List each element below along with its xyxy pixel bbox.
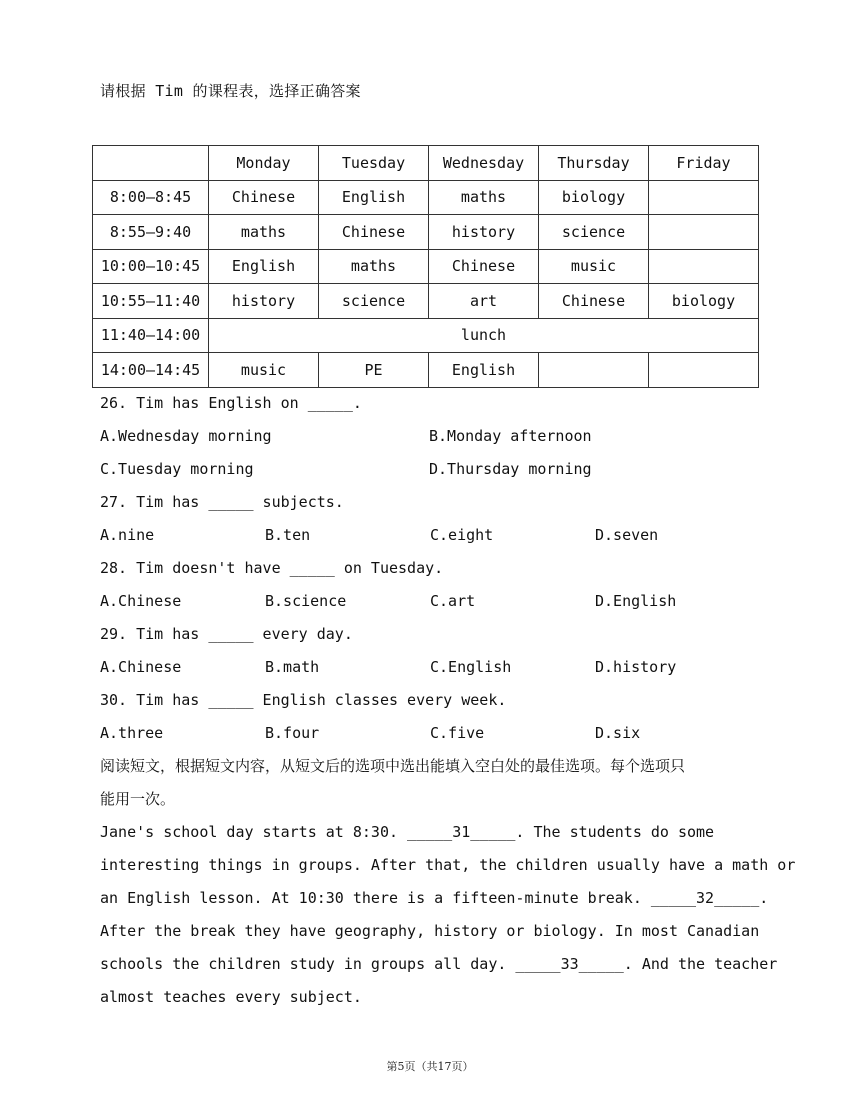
subject-cell: maths	[429, 180, 539, 215]
option: D.English	[595, 592, 677, 610]
header-cell: Tuesday	[319, 146, 429, 181]
subject-cell: science	[539, 215, 649, 250]
option: A.three	[100, 724, 164, 742]
passage-line: interesting things in groups. After that, the children usually have a math or	[100, 856, 796, 874]
option: B.science	[265, 592, 347, 610]
timetable-lunch-row	[93, 318, 759, 353]
questions-section	[100, 387, 796, 1014]
subject-cell: English	[209, 249, 319, 284]
passage-line: an English lesson. At 10:30 there is a fifteen-minute break. _____32_____.	[100, 889, 769, 907]
passage-line: schools the children study in groups all day. _____33_____. And the teacher	[100, 955, 778, 973]
header-cell: Wednesday	[429, 146, 539, 181]
option: C.art	[430, 592, 476, 610]
timetable-header-row	[93, 146, 759, 181]
timetable-row	[93, 180, 759, 215]
subject-cell: music	[209, 353, 319, 388]
time-cell: 11:40—14:00	[93, 318, 209, 353]
subject-cell: Chinese	[209, 180, 319, 215]
passage-line: almost teaches every subject.	[100, 988, 362, 1006]
subject-cell: biology	[649, 284, 759, 319]
time-cell: 10:00—10:45	[93, 249, 209, 284]
subject-cell: maths	[319, 249, 429, 284]
page-number: 第5页（共17页）	[386, 1060, 474, 1073]
subject-cell: PE	[319, 353, 429, 388]
subject-cell: Chinese	[429, 249, 539, 284]
option: C.Tuesday morning	[100, 460, 254, 478]
subject-cell	[649, 180, 759, 215]
subject-cell: art	[429, 284, 539, 319]
question-30: 30. Tim has _____ English classes every week.	[100, 691, 507, 709]
timetable-row	[93, 215, 759, 250]
option: B.four	[265, 724, 320, 742]
option: D.six	[595, 724, 641, 742]
option: B.ten	[265, 526, 311, 544]
header-cell	[93, 146, 209, 181]
subject-cell: maths	[209, 215, 319, 250]
header-cell: Thursday	[539, 146, 649, 181]
subject-cell: English	[319, 180, 429, 215]
subject-cell: history	[209, 284, 319, 319]
option: D.history	[595, 658, 677, 676]
reading-instruction: 阅读短文，根据短文内容，从短文后的选项中选出能填入空白处的最佳选项。每个选项只	[100, 757, 686, 775]
options-28	[100, 585, 765, 618]
time-cell: 10:55—11:40	[93, 284, 209, 319]
time-cell: 8:55—9:40	[93, 215, 209, 250]
subject-cell	[649, 249, 759, 284]
subject-cell	[649, 353, 759, 388]
timetable-row	[93, 284, 759, 319]
subject-cell	[649, 215, 759, 250]
option: D.seven	[595, 526, 659, 544]
timetable-row	[93, 249, 759, 284]
header-cell: Monday	[209, 146, 319, 181]
subject-cell: music	[539, 249, 649, 284]
subject-cell: science	[319, 284, 429, 319]
passage-line: Jane's school day starts at 8:30. _____31_____. The students do some	[100, 823, 715, 841]
passage-line: After the break they have geography, history or biology. In most Canadian	[100, 922, 760, 940]
subject-cell: English	[429, 353, 539, 388]
option: A.Chinese	[100, 592, 182, 610]
options-26	[100, 453, 765, 486]
lunch-cell: lunch	[209, 318, 759, 353]
option: A.Wednesday morning	[100, 427, 272, 445]
subject-cell: Chinese	[319, 215, 429, 250]
header-cell: Friday	[649, 146, 759, 181]
timetable-row	[93, 353, 759, 388]
question-26: 26. Tim has English on _____.	[100, 394, 362, 412]
question-27: 27. Tim has _____ subjects.	[100, 493, 344, 511]
option: C.English	[430, 658, 512, 676]
options-27	[100, 519, 765, 552]
option: B.math	[265, 658, 320, 676]
subject-cell: Chinese	[539, 284, 649, 319]
question-29: 29. Tim has _____ every day.	[100, 625, 353, 643]
subject-cell: biology	[539, 180, 649, 215]
subject-cell: history	[429, 215, 539, 250]
reading-instruction: 能用一次。	[100, 790, 176, 808]
time-cell: 14:00—14:45	[93, 353, 209, 388]
options-26	[100, 420, 765, 453]
option: A.Chinese	[100, 658, 182, 676]
options-30	[100, 717, 765, 750]
option: B.Monday afternoon	[429, 427, 592, 445]
time-cell: 8:00—8:45	[93, 180, 209, 215]
option: C.five	[430, 724, 485, 742]
option: A.nine	[100, 526, 155, 544]
option: C.eight	[430, 526, 494, 544]
question-28: 28. Tim doesn't have _____ on Tuesday.	[100, 559, 444, 577]
section-instruction: 请根据 Tim 的课程表，选择正确答案	[100, 82, 361, 100]
subject-cell	[539, 353, 649, 388]
option: D.Thursday morning	[429, 460, 592, 478]
timetable	[92, 145, 759, 388]
options-29	[100, 651, 765, 684]
